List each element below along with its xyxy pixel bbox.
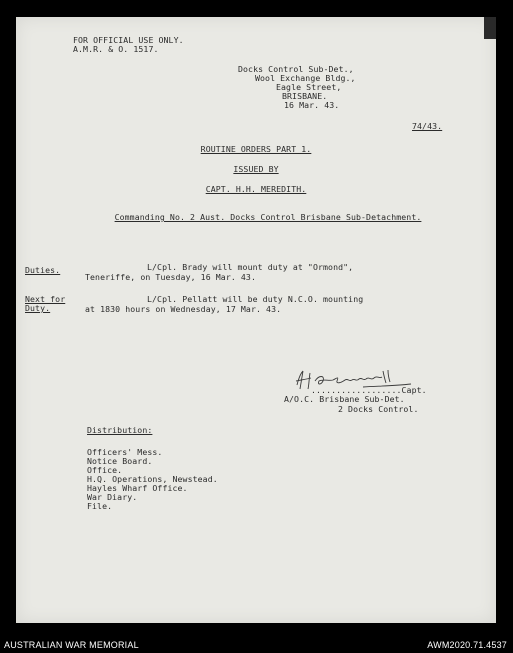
role-line: A/O.C. Brisbane Sub-Det. (284, 394, 405, 404)
address-line: Wool Exchange Bldg., (255, 73, 356, 83)
order-text-line: at 1830 hours on Wednesday, 17 Mar. 43. (85, 304, 282, 314)
reference-text: A.M.R. & O. 1517. (73, 44, 159, 54)
order-heading-next-duty: Duty. (25, 303, 51, 313)
order-text-line: L/Cpl. Brady will mount duty at "Ormond", (147, 262, 354, 272)
order-heading-duties: Duties. (25, 265, 61, 275)
issued-by-line: ISSUED BY (233, 164, 279, 174)
command-line: Commanding No. 2 Aust. Docks Control Brisbane Sub-Detachment. (114, 212, 422, 222)
date-line: 16 Mar. 43. (284, 100, 340, 110)
role-line: 2 Docks Control. (338, 404, 419, 414)
distribution-item: Office. (87, 465, 123, 475)
distribution-item: Hayles Wharf Office. (87, 483, 188, 493)
order-heading-next-duty: Next for (25, 294, 66, 304)
page-clip-tab (484, 17, 496, 39)
footer-institution: AUSTRALIAN WAR MEMORIAL (4, 640, 139, 650)
distribution-item: War Diary. (87, 492, 138, 502)
address-line: Eagle Street, (276, 82, 342, 92)
distribution-item: H.Q. Operations, Newstead. (87, 474, 218, 484)
issuer-name: CAPT. H.H. MEREDITH. (205, 184, 307, 194)
order-number: 74/43. (412, 121, 443, 131)
distribution-item: File. (87, 501, 113, 511)
distribution-item: Officers' Mess. (87, 447, 163, 457)
order-text-line: L/Cpl. Pellatt will be duty N.C.O. mounting (147, 294, 364, 304)
document-page (16, 17, 496, 623)
footer-catalogue-id: AWM2020.71.4537 (427, 640, 507, 650)
document-title: ROUTINE ORDERS PART 1. (200, 144, 312, 154)
classification-text: FOR OFFICIAL USE ONLY. (73, 35, 184, 45)
order-text-line: Teneriffe, on Tuesday, 16 Mar. 43. (85, 272, 256, 282)
distribution-item: Notice Board. (87, 456, 153, 466)
rank-line: ..................Capt. (311, 385, 427, 395)
address-line: Docks Control Sub-Det., (238, 64, 354, 74)
address-line: BRISBANE. (282, 91, 328, 101)
distribution-heading: Distribution: (87, 425, 153, 435)
